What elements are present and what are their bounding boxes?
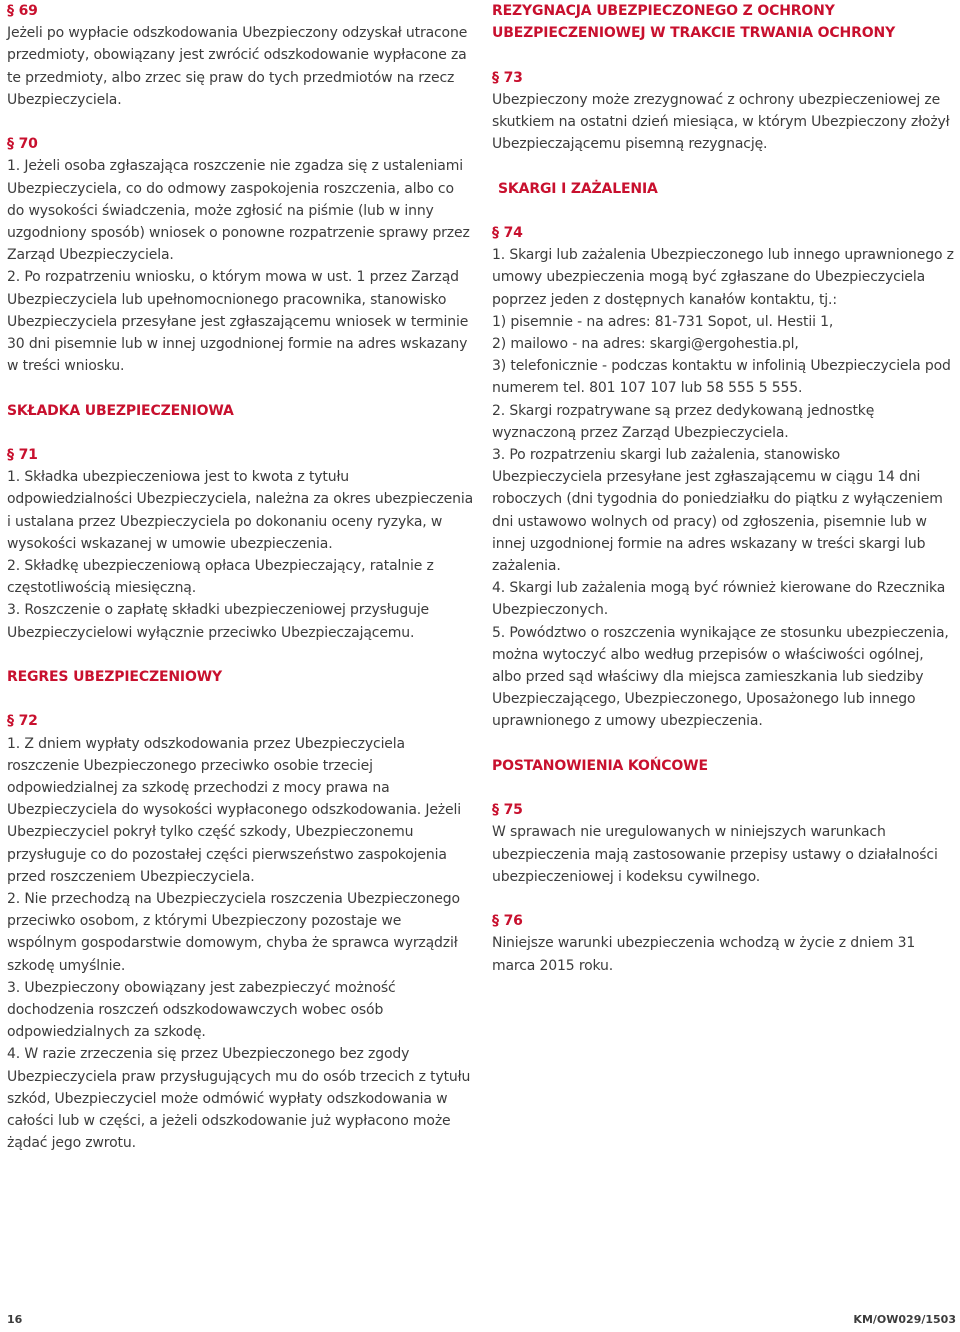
section-75-text: W sprawach nie uregulowanych w niniejszych warunkach ubezpieczenia mają zastosowanie przepisy ustawy o działalności ubezpieczeniowej i kodeksu cywilnego.: [492, 824, 938, 885]
section-71-paragraph-2: 2. Składkę ubezpieczeniową opłaca Ubezpieczający, ratalnie z częstotliwością miesięczną.: [7, 558, 434, 597]
section-74-paragraph-4: 4. Skargi lub zażalenia mogą być również kierowane do Rzecznika Ubezpieczonych.: [492, 580, 946, 619]
section-71-paragraph-3: 3. Roszczenie o zapłatę składki ubezpieczeniowej przysługuje Ubezpieczycielowi wyłącznie przeciwko Ubezpieczającemu.: [7, 602, 430, 641]
heading-postanowienia: POSTANOWIENIA KOŃCOWE: [492, 757, 708, 774]
section-72-paragraph-4: 4. W razie zrzeczenia się przez Ubezpieczonego bez zgody Ubezpieczyciela praw przysługujących mu do osób trzecich z tytułu szkód, Ubezpieczyciel może odmówić wypłaty odszkodowania w całości lub w części, a jeżeli odszkodowanie już wypłacono może żądać jego zwrotu.: [7, 1046, 471, 1152]
section-72-number: § 72: [7, 713, 38, 730]
section-74-item-1: 1) pisemnie - na adres: 81-731 Sopot, ul. Hestii 1,: [492, 313, 834, 330]
heading-regres: REGRES UBEZPIECZENIOWY: [7, 669, 223, 686]
heading-rezygnacja: REZYGNACJA UBEZPIECZONEGO Z OCHRONY UBEZPIECZENIOWEJ W TRAKCIE TRWANIA OCHRONY: [492, 3, 896, 42]
document-code: KM/OW029/1503: [853, 1313, 956, 1326]
heading-skladka: SKŁADKA UBEZPIECZENIOWA: [7, 402, 234, 419]
section-70-paragraph-2: 2. Po rozpatrzeniu wniosku, o którym mowa w ust. 1 przez Zarząd Ubezpieczyciela lub upełnomocnionego pracownika, stanowisko Ubezpieczyciela przesyłane jest zgłaszającemu wniosek w terminie 30 dni pisemnie lub w innej uzgodnionej formie na adres wskazany w treści wniosku.: [7, 269, 469, 375]
section-73-number: § 73: [492, 69, 523, 86]
section-71-paragraph-1: 1. Składka ubezpieczeniowa jest to kwota z tytułu odpowiedzialności Ubezpieczyciela, należna za okres ubezpieczenia i ustalana przez Ubezpieczyciela po dokonaniu oceny ryzyka, w wysokości wskazanej w umowie ubezpieczenia.: [7, 469, 474, 552]
section-70-paragraph-1: 1. Jeżeli osoba zgłaszająca roszczenie nie zgadza się z ustaleniami Ubezpieczyciela, co do odmowy zaspokojenia roszczenia, albo co do wysokości świadczenia, może zgłosić na piśmie (lub w inny uzgodniony sposób) wniosek o ponowne rozpatrzenie sprawy przez Zarząd Ubezpieczyciela.: [7, 158, 470, 264]
section-71-number: § 71: [7, 447, 38, 464]
section-74-paragraph-1: 1. Skargi lub zażalenia Ubezpieczonego lub innego uprawnionego z umowy ubezpieczenia mogą być zgłaszane do Ubezpieczyciela poprzez jeden z dostępnych kanałów kontaktu, tj.:: [492, 247, 954, 308]
section-72-paragraph-2: 2. Nie przechodzą na Ubezpieczyciela roszczenia Ubezpieczonego przeciwko osobom, z którymi Ubezpieczony pozostaje we wspólnym gospodarstwie domowym, chyba że sprawca wyrządził szkodę umyślnie.: [7, 891, 460, 974]
section-74-number: § 74: [492, 224, 523, 241]
section-69-text: Jeżeli po wypłacie odszkodowania Ubezpieczony odzyskał utracone przedmioty, obowiązany jest zwrócić odszkodowanie wypłacone za te przedmioty, albo zrzec się praw do tych przedmiotów na rzecz Ubezpieczyciela.: [7, 25, 468, 108]
left-column: [7, 0, 475, 1154]
section-72-paragraph-1: 1. Z dniem wypłaty odszkodowania przez Ubezpieczyciela roszczenie Ubezpieczonego przeciwko osobie trzeciej odpowiedzialnej za szkodę przechodzi z mocy prawa na Ubezpieczyciela do wysokości wypłaconego odszkodowania. Jeżeli Ubezpieczyciel pokrył tylko część szkody, Ubezpieczonemu przysługuje co do pozostałej części pierwszeństwo zaspokojenia przed roszczeniem Ubezpieczyciela.: [7, 735, 461, 885]
section-74-item-3: 3) telefonicznie - podczas kontaktu w infolinią Ubezpieczyciela pod numerem tel. 801 107 107 lub 58 555 5 555.: [492, 358, 951, 397]
section-74-paragraph-3: 3. Po rozpatrzeniu skargi lub zażalenia, stanowisko Ubezpieczyciela przesyłane jest zgłaszającemu w ciągu 14 dni roboczych (dni tygodnia do poniedziałku do piątku z wyłączeniem dni ustawowo wolnych od pracy) od zgłoszenia, pisemnie lub w innej uzgodnionej formie na adres wskazany w treści skargi lub zażalenia.: [492, 447, 943, 575]
section-70-number: § 70: [7, 136, 38, 153]
section-73-text: Ubezpieczony może zrezygnować z ochrony ubezpieczeniowej ze skutkiem na ostatni dzień miesiąca, w którym Ubezpieczony złożył Ubezpieczającemu pisemną rezygnację.: [492, 91, 950, 153]
section-76-text: Niniejsze warunki ubezpieczenia wchodzą w życie z dniem 31 marca 2015 roku.: [492, 935, 916, 974]
section-74-paragraph-2: 2. Skargi rozpatrywane są przez dedykowaną jednostkę wyznaczoną przez Zarząd Ubezpieczyciela.: [492, 402, 875, 441]
section-76-number: § 76: [492, 913, 523, 930]
section-74-item-2: 2) mailowo - na adres: skargi@ergohestia.pl,: [492, 336, 799, 352]
section-74-paragraph-5: 5. Powództwo o roszczenia wynikające ze stosunku ubezpieczenia, można wytoczyć albo według przepisów o właściwości ogólnej, albo przed sąd właściwy dla miejsca zamieszkania lub siedziby Ubezpieczającego, Ubezpieczonego, Uposażonego lub innego uprawnionego z umowy ubezpieczenia.: [492, 624, 949, 730]
section-72-paragraph-3: 3. Ubezpieczony obowiązany jest zabezpieczyć możność dochodzenia roszczeń odszkodowawczych wobec osób odpowiedzialnych za szkodę.: [7, 979, 396, 1041]
page-number: 16: [7, 1313, 23, 1326]
right-column: [492, 0, 954, 977]
heading-skargi: SKARGI I ZAŻALENIA: [498, 180, 658, 197]
section-75-number: § 75: [492, 802, 523, 819]
section-69-number: § 69: [7, 3, 38, 19]
